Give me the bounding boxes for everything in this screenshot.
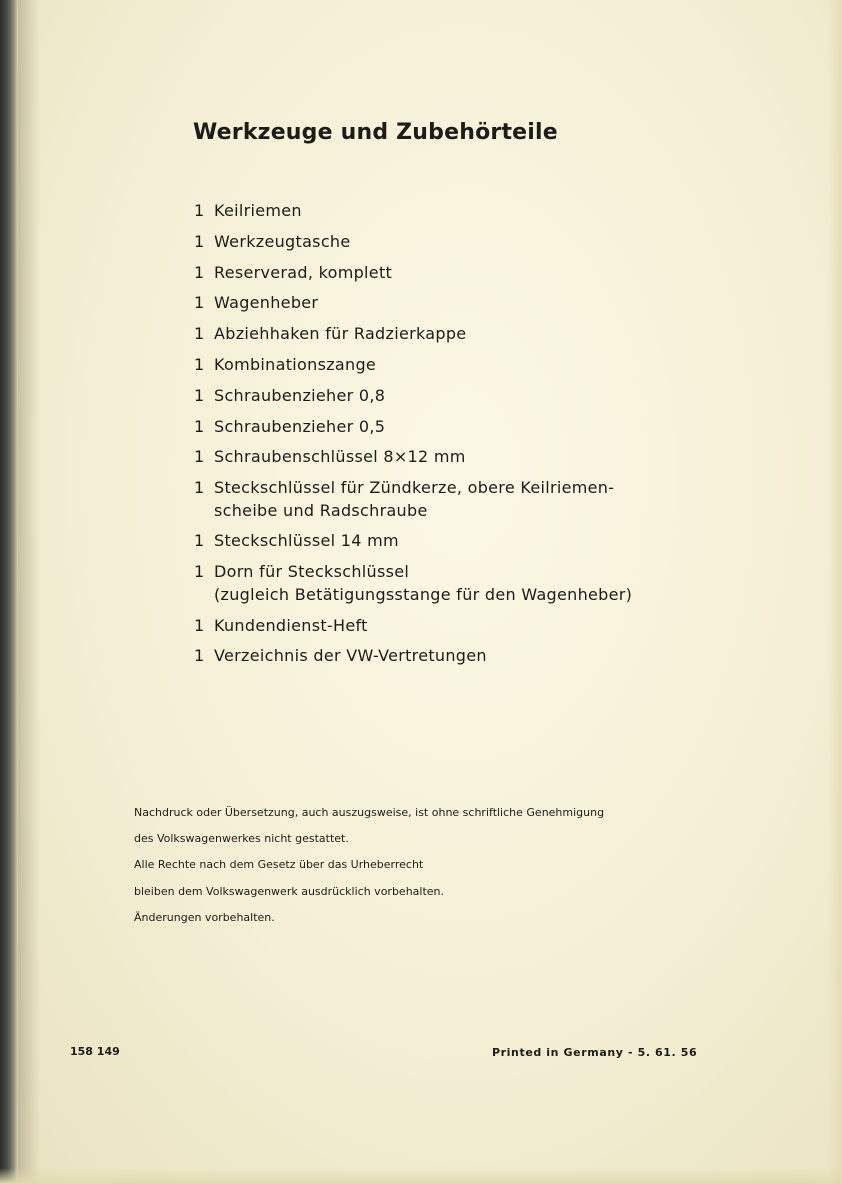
notice-line: des Volkswagenwerkes nicht gestattet.	[134, 832, 349, 846]
item-text: Steckschlüssel 14 mm	[214, 531, 399, 551]
list-item	[194, 416, 664, 439]
list-item	[194, 446, 664, 469]
list-item	[194, 323, 664, 346]
page-edge-bottom	[0, 1168, 842, 1184]
item-text: Keilriemen	[214, 201, 302, 220]
list-item	[194, 292, 664, 315]
document-number: 158 149	[70, 1045, 120, 1058]
item-text: Werkzeugtasche	[214, 231, 351, 251]
list-item	[194, 231, 664, 254]
item-quantity: 1	[194, 201, 205, 220]
item-quantity: 1	[194, 262, 205, 282]
list-item	[194, 645, 664, 668]
copyright-notice	[134, 800, 674, 931]
print-imprint: Printed in Germany - 5. 61. 56	[492, 1046, 698, 1059]
list-item	[194, 200, 664, 223]
page-title: Werkzeuge und Zubehörteile	[193, 120, 558, 145]
item-quantity: 1	[194, 293, 205, 313]
item-text: Kundendienst-Heft	[214, 615, 368, 635]
notice-line: Alle Rechte nach dem Gesetz über das Urheberrecht	[134, 858, 424, 872]
notice-line: bleiben dem Volkswagenwerk ausdrücklich vorbehalten.	[134, 884, 445, 898]
item-text: Schraubenzieher 0,5	[214, 416, 386, 436]
item-text: Reserverad, komplett	[214, 262, 393, 282]
item-quantity: 1	[194, 416, 205, 436]
item-quantity: 1	[194, 562, 205, 582]
item-quantity: 1	[194, 447, 205, 467]
list-item	[194, 354, 664, 377]
notice-line: Nachdruck oder Übersetzung, auch auszugsweise, ist ohne schriftliche Genehmigung	[134, 806, 605, 819]
list-item	[194, 530, 664, 553]
list-item	[194, 615, 664, 638]
page-edge-right	[828, 0, 842, 1184]
item-quantity: 1	[194, 646, 205, 666]
item-quantity: 1	[194, 531, 205, 551]
item-text: Kombinationszange	[214, 354, 377, 374]
item-quantity: 1	[194, 324, 205, 344]
list-item	[194, 477, 664, 522]
item-quantity: 1	[194, 231, 205, 251]
list-item	[194, 262, 664, 285]
item-text: Abziehhaken für Radzierkappe	[214, 324, 467, 344]
item-text: Wagenheber	[214, 293, 319, 313]
binding-spine	[0, 0, 18, 1184]
item-text: Steckschlüssel für Zündkerze, obere Keilriemen- scheibe und Radschraube	[214, 478, 615, 520]
item-text: Dorn für Steckschlüssel (zugleich Betätigungsstange für den Wagenheber)	[214, 562, 633, 604]
item-quantity: 1	[194, 478, 205, 498]
item-text: Verzeichnis der VW-Vertretungen	[214, 646, 487, 666]
list-item	[194, 385, 664, 408]
list-item	[194, 561, 664, 606]
item-quantity: 1	[194, 615, 205, 635]
item-quantity: 1	[194, 385, 205, 405]
item-text: Schraubenschlüssel 8×12 mm	[214, 447, 466, 467]
item-quantity: 1	[194, 354, 205, 374]
notice-line: Änderungen vorbehalten.	[134, 910, 275, 924]
item-text: Schraubenzieher 0,8	[214, 385, 386, 405]
tool-list	[194, 200, 664, 676]
spine-shadow	[18, 0, 40, 1184]
